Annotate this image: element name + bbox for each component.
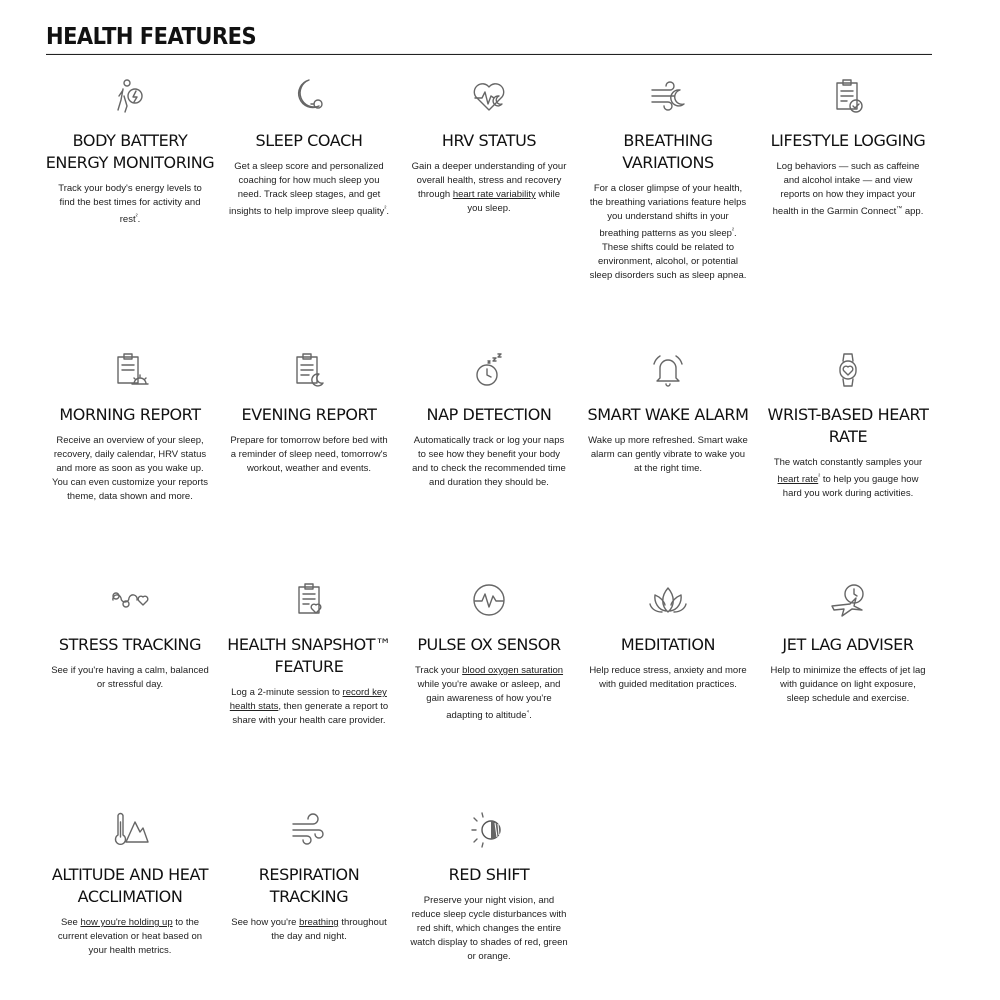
clipboard-sunrise-icon: [110, 350, 150, 390]
description-text: Track your body's energy levels to find the best times for activity and rest: [58, 183, 202, 226]
feature-card: [45, 810, 215, 958]
description-text: Help to minimize the effects of jet lag with guidance on light exposure, sleep schedule and exercise.: [770, 665, 926, 704]
feature-title: MORNING REPORT: [59, 405, 201, 424]
feature-description: [409, 894, 569, 964]
health-features-section: [46, 23, 932, 55]
description-text: The watch constantly samples your: [773, 457, 923, 468]
description-link[interactable]: how you're holding up: [80, 917, 173, 928]
feature-card: [763, 76, 933, 219]
lotus-icon: [648, 580, 688, 620]
footnote-marker: ⁴: [526, 710, 530, 716]
breath-wind-moon-icon: [648, 76, 688, 116]
wind-icon: [289, 810, 329, 850]
feature-title: MEDITATION: [620, 635, 716, 654]
feature-title: SLEEP COACH: [255, 131, 363, 150]
feature-title: EVENING REPORT: [241, 405, 377, 424]
description-text: Wake up more refreshed. Smart wake alarm can gently vibrate to wake you at the right time.: [588, 435, 748, 474]
feature-description: [229, 686, 389, 728]
footnote-marker: ™: [896, 206, 903, 212]
feature-card: [404, 350, 574, 490]
description-text: See: [60, 917, 81, 928]
feature-title: ALTITUDE AND HEAT ACCLIMATION: [51, 865, 209, 906]
description-text: .: [137, 214, 141, 226]
feature-title: BREATHING VARIATIONS: [622, 131, 714, 172]
feature-card: [45, 350, 215, 504]
description-text: , then generate a report to share with your health care provider.: [232, 701, 389, 726]
description-link[interactable]: blood oxygen saturation: [462, 665, 564, 676]
feature-card: [583, 76, 753, 283]
person-energy-icon: [110, 76, 150, 116]
moon-watch-icon: [289, 76, 329, 116]
feature-card: [224, 350, 394, 476]
feature-description: [588, 434, 748, 476]
description-text: Receive an overview of your sleep, recovery, daily calendar, HRV status and more as soon as you wake up. You can even customize your reports theme, data shown and more.: [52, 435, 208, 502]
feature-card: [224, 76, 394, 219]
feature-card: [224, 580, 394, 728]
description-text: . These shifts could be related to environment, alcohol, or potential sleep disorders such as sleep apnea.: [589, 228, 747, 282]
footnote-marker: ²: [818, 474, 821, 480]
footnote-marker: ²: [384, 206, 387, 212]
feature-description: [229, 160, 389, 219]
description-text: Track your: [414, 665, 463, 676]
stress-wave-icon: [110, 580, 150, 620]
feature-title: WRIST-BASED HEART RATE: [767, 405, 929, 446]
description-text: while you sleep.: [467, 189, 561, 214]
feature-description: [50, 664, 210, 692]
description-text: Log behaviors — such as caffeine and alcohol intake — and view reports on how they impact your health in the Garmin Connect: [772, 161, 920, 218]
section-title: HEALTH FEATURES: [46, 24, 932, 55]
heart-pulse-moon-icon: [469, 76, 509, 116]
feature-description: [409, 160, 569, 216]
feature-title: JET LAG ADVISER: [782, 635, 914, 654]
feature-card: [404, 580, 574, 723]
feature-description: [50, 182, 210, 227]
feature-description: [229, 434, 389, 476]
feature-title: PULSE OX SENSOR: [417, 635, 561, 654]
feature-description: [409, 664, 569, 723]
description-text: throughout the day and night.: [271, 917, 387, 942]
description-link[interactable]: breathing: [299, 917, 339, 928]
feature-description: [588, 182, 748, 283]
feature-description: [50, 434, 210, 504]
description-text: Gain a deeper understanding of your overall health, stress and recovery through: [411, 161, 567, 200]
feature-title: BODY BATTERY ENERGY MONITORING: [45, 131, 215, 172]
feature-title: RED SHIFT: [448, 865, 530, 884]
feature-description: [229, 916, 389, 944]
feature-title: HRV STATUS: [441, 131, 537, 150]
feature-title: SMART WAKE ALARM: [587, 405, 749, 424]
feature-card: [583, 350, 753, 476]
description-link[interactable]: heart rate variability: [452, 189, 536, 200]
feature-card: [45, 580, 215, 692]
description-link[interactable]: record key health stats: [229, 687, 387, 712]
description-text: Log a 2-minute session to: [231, 687, 343, 698]
clock-zzz-icon: [469, 350, 509, 390]
description-text: For a closer glimpse of your health, the breathing variations feature helps you understand shifts in your breathing patterns as you sleep: [589, 183, 747, 240]
plane-clock-icon: [828, 580, 868, 620]
feature-card: [583, 580, 753, 692]
description-text: .: [386, 206, 389, 218]
feature-card: [763, 350, 933, 501]
clipboard-heart-icon: [289, 580, 329, 620]
bell-alarm-icon: [648, 350, 688, 390]
description-text: while you're awake or asleep, and gain awareness of how you're adapting to altitude: [417, 679, 561, 722]
footnote-marker: ²: [135, 214, 138, 220]
description-text: to the current elevation or heat based on your health metrics.: [57, 917, 203, 956]
feature-description: [50, 916, 210, 958]
feature-description: [409, 434, 569, 490]
feature-description: [768, 160, 928, 219]
description-text: See if you're having a calm, balanced or stressful day.: [51, 665, 209, 690]
red-shift-icon: [469, 810, 509, 850]
description-text: Prepare for tomorrow before bed with a reminder of sleep need, tomorrow's workout, weather and events.: [230, 435, 388, 474]
feature-title: LIFESTYLE LOGGING: [770, 131, 926, 150]
description-text: Help reduce stress, anxiety and more with guided meditation practices.: [589, 665, 747, 690]
pulse-circle-icon: [469, 580, 509, 620]
feature-title: STRESS TRACKING: [58, 635, 202, 654]
clipboard-check-icon: [828, 76, 868, 116]
thermometer-mountain-icon: [110, 810, 150, 850]
feature-description: [768, 456, 928, 501]
feature-card: [763, 580, 933, 706]
feature-card: [224, 810, 394, 944]
description-text: app.: [902, 206, 924, 218]
description-text: Preserve your night vision, and reduce sleep cycle disturbances with red shift, which changes the entire watch display to shades of red, green or orange.: [410, 895, 568, 962]
watch-heart-icon: [828, 350, 868, 390]
feature-card: [404, 76, 574, 216]
description-text: .: [529, 710, 532, 722]
clipboard-moon-icon: [289, 350, 329, 390]
feature-description: [768, 664, 928, 706]
feature-title: NAP DETECTION: [426, 405, 552, 424]
description-text: to help you gauge how hard you work during activities.: [782, 474, 919, 500]
feature-card: [404, 810, 574, 964]
description-text: Automatically track or log your naps to see how they benefit your body and to check the recommended time and duration they should be.: [412, 435, 566, 488]
description-text: See how you're: [231, 917, 300, 928]
feature-card: [45, 76, 215, 227]
footnote-marker: ²: [731, 228, 734, 234]
feature-title: RESPIRATION TRACKING: [258, 865, 360, 906]
feature-description: [588, 664, 748, 692]
description-link[interactable]: heart rate: [777, 474, 819, 486]
description-text: Get a sleep score and personalized coaching for how much sleep you need. Track sleep stages, and get insights to help improve sleep quality: [229, 161, 385, 218]
feature-title: HEALTH SNAPSHOT™ FEATURE: [227, 635, 391, 676]
